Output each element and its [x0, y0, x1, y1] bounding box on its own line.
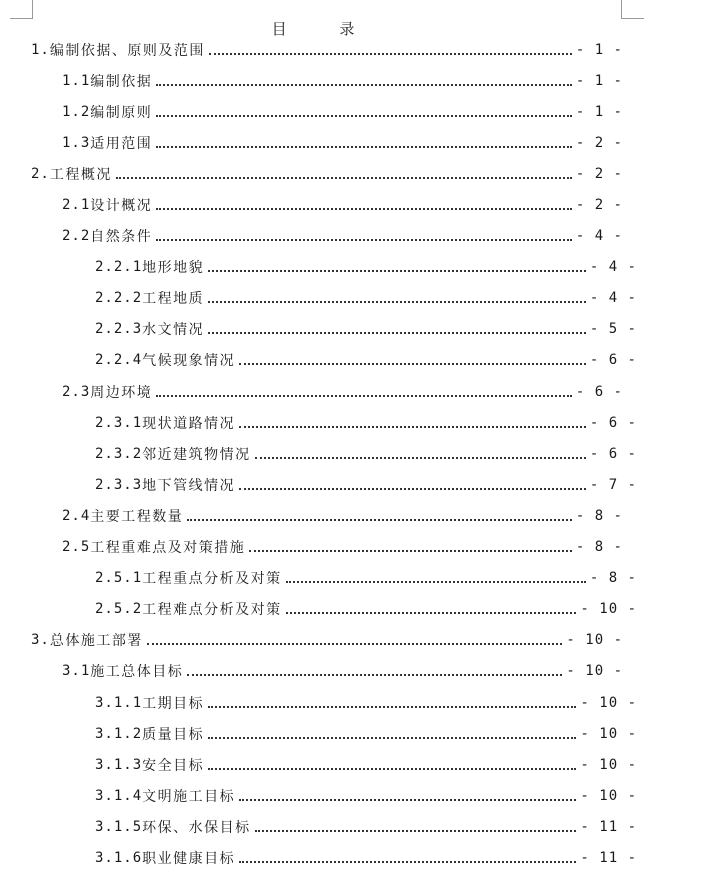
toc-entry-number: 2.1	[62, 197, 91, 214]
toc-entry-page-number: - 6 -	[589, 414, 637, 431]
toc-entry-page-number: - 4 -	[589, 259, 637, 276]
toc-entry-title: 编制原则	[90, 104, 153, 121]
toc-entry-number: 2.3.2	[95, 445, 143, 462]
toc-entry-number: 3.1.2	[95, 725, 143, 742]
toc-entry[interactable]	[0, 656, 623, 687]
toc-entry[interactable]	[0, 345, 637, 376]
toc-entry-title: 主要工程数量	[90, 508, 184, 525]
toc-entry-number: 2.4	[62, 507, 91, 524]
toc-entry-title: 工程重点分析及对策	[142, 571, 282, 588]
toc-entry-number: 3.1.5	[95, 818, 143, 835]
toc-dot-leader	[208, 723, 576, 739]
toc-dot-leader	[239, 412, 586, 428]
toc-entry-number: 3.1.6	[95, 849, 143, 866]
toc-entry-title: 设计概况	[90, 198, 153, 215]
toc-entry-title: 职业健康目标	[142, 850, 236, 867]
toc-dot-leader	[156, 132, 572, 148]
toc-entry-title: 周边环境	[90, 384, 153, 401]
toc-entry-number: 2.3.1	[95, 414, 143, 431]
toc-entry[interactable]	[0, 65, 623, 96]
toc-entry[interactable]	[0, 469, 637, 500]
page-corner-mark-right	[621, 0, 644, 19]
toc-entry[interactable]	[0, 625, 623, 656]
toc-dot-leader	[187, 505, 572, 521]
toc-dot-leader	[156, 70, 572, 86]
toc-dot-leader	[249, 536, 572, 552]
toc-entry-number: 2.5	[62, 539, 91, 556]
toc-dot-leader	[239, 785, 576, 801]
toc-entry-page-number: - 2 -	[575, 134, 623, 151]
toc-entry[interactable]	[0, 532, 623, 563]
toc-entry-page-number: - 11 -	[580, 818, 637, 835]
toc-entry-title: 适用范围	[90, 135, 153, 152]
toc-entry-title: 文明施工目标	[142, 788, 236, 805]
toc-entry-title: 自然条件	[90, 229, 153, 246]
toc-entry-number: 2.	[31, 165, 50, 182]
toc-entry-page-number: - 10 -	[566, 632, 623, 649]
toc-entry-title: 安全目标	[142, 757, 205, 774]
toc-entry-page-number: - 2 -	[575, 197, 623, 214]
toc-dot-leader	[156, 381, 572, 397]
toc-entry-title: 工期目标	[142, 695, 205, 712]
toc-entry-page-number: - 11 -	[580, 849, 637, 866]
toc-dot-leader	[239, 847, 576, 863]
toc-heading: 目 录	[271, 20, 379, 38]
toc-entry-page-number: - 4 -	[575, 228, 623, 245]
toc-entry[interactable]	[0, 811, 637, 842]
toc-entry[interactable]	[0, 221, 623, 252]
toc-entry-number: 3.1.4	[95, 787, 143, 804]
toc-entry-title: 编制依据	[90, 73, 153, 90]
toc-entry[interactable]	[0, 438, 637, 469]
toc-entry-number: 2.2.3	[95, 321, 143, 338]
toc-entry-title: 地下管线情况	[142, 477, 236, 494]
toc-entry-title: 邻近建筑物情况	[142, 446, 251, 463]
toc-dot-leader	[209, 39, 572, 55]
toc-entry-number: 1.1	[62, 72, 91, 89]
toc-entry-page-number: - 6 -	[589, 352, 637, 369]
toc-dot-leader	[208, 256, 586, 272]
toc-entry-title: 工程重难点及对策措施	[90, 540, 246, 557]
toc-dot-leader	[156, 194, 572, 210]
toc-entry-title: 总体施工部署	[49, 633, 143, 650]
toc-entry-title: 编制依据、原则及范围	[49, 42, 205, 59]
toc-entry-title: 施工总体目标	[90, 664, 184, 681]
toc-entry-page-number: - 10 -	[580, 725, 637, 742]
toc-dot-leader	[208, 692, 576, 708]
toc-entry-page-number: - 5 -	[589, 321, 637, 338]
toc-dot-leader	[286, 598, 577, 614]
toc-entry[interactable]	[0, 158, 623, 189]
toc-entry-page-number: - 1 -	[575, 41, 623, 58]
toc-dot-leader	[208, 287, 586, 303]
toc-dot-leader	[208, 754, 576, 770]
toc-entry-title: 环保、水保目标	[142, 819, 251, 836]
toc-entry-number: 1.3	[62, 134, 91, 151]
toc-dot-leader	[156, 101, 572, 117]
toc-entry[interactable]	[0, 687, 637, 718]
toc-entry-number: 2.2.1	[95, 259, 143, 276]
toc-entry[interactable]	[0, 594, 637, 625]
toc-entry[interactable]	[0, 780, 637, 811]
toc-entry-number: 3.1.3	[95, 756, 143, 773]
toc-entry[interactable]	[0, 314, 637, 345]
toc-entry-page-number: - 8 -	[575, 539, 623, 556]
toc-entry-page-number: - 8 -	[589, 570, 637, 587]
toc-entry-number: 1.2	[62, 103, 91, 120]
table-of-contents	[0, 34, 721, 873]
toc-dot-leader	[208, 318, 586, 334]
toc-dot-leader	[156, 225, 572, 241]
toc-entry[interactable]	[0, 376, 623, 407]
page-corner-mark-left	[10, 0, 33, 19]
toc-entry[interactable]	[0, 252, 637, 283]
toc-dot-leader	[187, 660, 562, 676]
toc-entry-number: 2.3.3	[95, 476, 143, 493]
toc-entry-title: 工程地质	[142, 291, 205, 308]
toc-entry[interactable]	[0, 842, 637, 873]
toc-entry-page-number: - 10 -	[566, 663, 623, 680]
toc-entry-title: 地形地貌	[142, 260, 205, 277]
toc-entry-page-number: - 10 -	[580, 787, 637, 804]
toc-entry-page-number: - 6 -	[575, 383, 623, 400]
toc-dot-leader	[255, 816, 577, 832]
toc-dot-leader	[239, 474, 586, 490]
toc-entry-page-number: - 7 -	[589, 476, 637, 493]
toc-entry-number: 3.	[31, 632, 50, 649]
toc-entry-title: 质量目标	[142, 726, 205, 743]
toc-entry[interactable]	[0, 563, 637, 594]
toc-dot-leader	[239, 349, 586, 365]
toc-entry-page-number: - 6 -	[589, 445, 637, 462]
toc-entry[interactable]	[0, 407, 637, 438]
toc-entry-title: 水文情况	[142, 322, 205, 339]
toc-entry-title: 气候现象情况	[142, 353, 236, 370]
toc-entry[interactable]	[0, 500, 623, 531]
toc-dot-leader	[286, 567, 586, 583]
toc-entry-title: 工程概况	[49, 166, 112, 183]
toc-entry[interactable]	[0, 718, 637, 749]
toc-entry[interactable]	[0, 96, 623, 127]
toc-entry-number: 2.2	[62, 228, 91, 245]
toc-entry-number: 3.1	[62, 663, 91, 680]
toc-entry[interactable]	[0, 127, 623, 158]
toc-entry[interactable]	[0, 34, 623, 65]
toc-entry-page-number: - 1 -	[575, 72, 623, 89]
toc-dot-leader	[147, 629, 563, 645]
toc-entry-page-number: - 2 -	[575, 165, 623, 182]
toc-entry-number: 2.5.1	[95, 570, 143, 587]
toc-entry[interactable]	[0, 189, 623, 220]
toc-entry-number: 2.2.2	[95, 290, 143, 307]
toc-entry-title: 工程难点分析及对策	[142, 602, 282, 619]
toc-entry[interactable]	[0, 283, 637, 314]
toc-entry-number: 2.3	[62, 383, 91, 400]
toc-entry-number: 3.1.1	[95, 694, 143, 711]
toc-entry-number: 1.	[31, 41, 50, 58]
toc-entry-title: 现状道路情况	[142, 415, 236, 432]
toc-entry-page-number: - 10 -	[580, 601, 637, 618]
toc-entry-page-number: - 4 -	[589, 290, 637, 307]
toc-entry[interactable]	[0, 749, 637, 780]
toc-entry-page-number: - 8 -	[575, 507, 623, 524]
toc-entry-page-number: - 10 -	[580, 756, 637, 773]
toc-dot-leader	[116, 163, 572, 179]
toc-entry-page-number: - 10 -	[580, 694, 637, 711]
toc-dot-leader	[255, 443, 586, 459]
toc-entry-page-number: - 1 -	[575, 103, 623, 120]
toc-entry-number: 2.2.4	[95, 352, 143, 369]
toc-entry-number: 2.5.2	[95, 601, 143, 618]
